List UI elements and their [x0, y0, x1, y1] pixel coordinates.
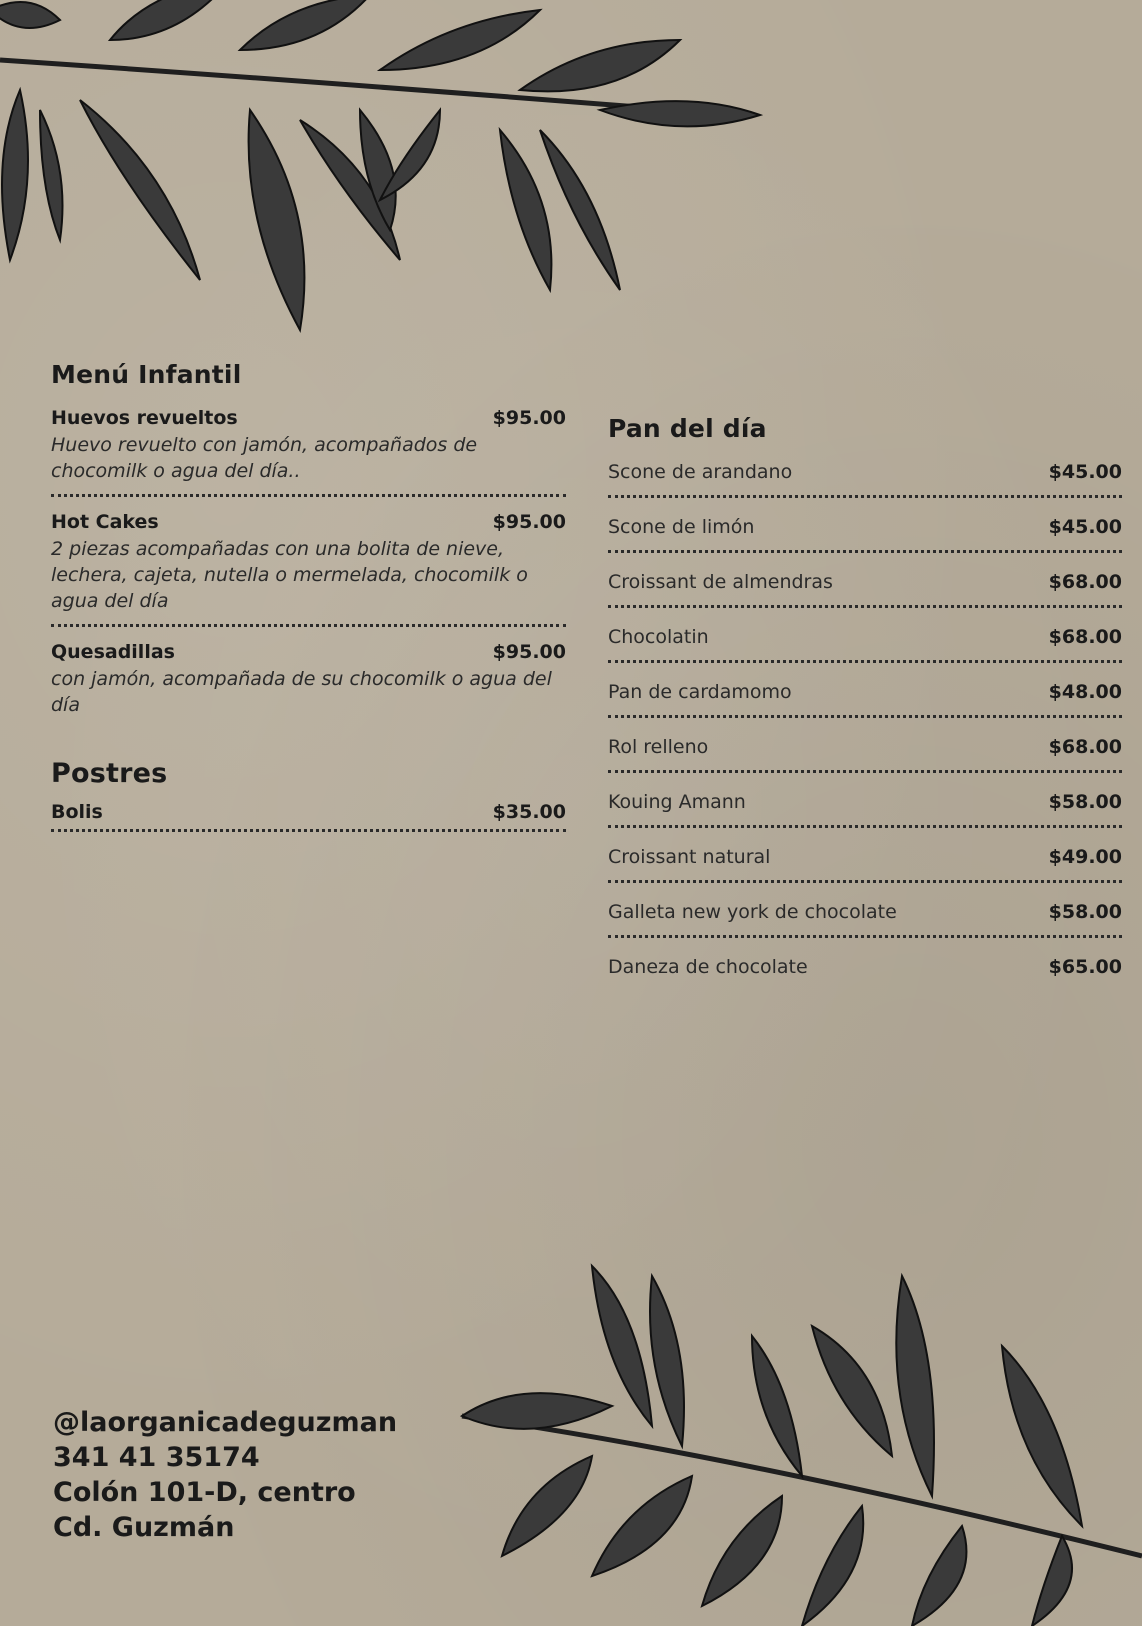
item-name: Rol relleno [608, 736, 709, 758]
item-price: $49.00 [1048, 846, 1122, 868]
item-price: $45.00 [1048, 516, 1122, 538]
item-name: Croissant de almendras [608, 571, 833, 593]
pan-del-dia-title: Pan del día [608, 414, 767, 443]
item-name: Kouing Amann [608, 791, 746, 813]
pan-del-dia-list [608, 461, 1122, 990]
item-name: Hot Cakes [51, 511, 159, 533]
item-price: $68.00 [1048, 626, 1122, 648]
left-column [51, 360, 566, 832]
item-price: $65.00 [1048, 956, 1122, 978]
item-price: $95.00 [492, 511, 566, 533]
pan-item [608, 681, 1122, 718]
item-description: Huevo revuelto con jamón, acompañados de chocomilk o agua del día.. [51, 434, 478, 482]
item-price: $95.00 [492, 407, 566, 429]
item-name: Chocolatin [608, 626, 709, 648]
item-name: Scone de limón [608, 516, 755, 538]
menu-item-header [51, 511, 566, 533]
instagram-handle: @laorganicadeguzman [53, 1407, 398, 1438]
item-name: Galleta new york de chocolate [608, 901, 897, 923]
item-description: con jamón, acompañada de su chocomilk o agua del día [51, 668, 552, 716]
item-price: $45.00 [1048, 461, 1122, 483]
city: Cd. Guzmán [53, 1512, 235, 1543]
pan-item [608, 791, 1122, 828]
menu-infantil-title: Menú Infantil [51, 360, 242, 389]
menu-item-header [51, 641, 566, 663]
item-price: $35.00 [492, 801, 566, 823]
right-column [608, 414, 1122, 1008]
pan-item [608, 901, 1122, 938]
item-name: Quesadillas [51, 641, 175, 663]
pan-item [608, 461, 1122, 498]
item-price: $58.00 [1048, 791, 1122, 813]
pan-item [608, 516, 1122, 553]
phone-number: 341 41 35174 [53, 1442, 260, 1473]
menu-item-hot-cakes [51, 511, 566, 627]
leaf-branch-bottom-icon [442, 1256, 1142, 1626]
item-price: $95.00 [492, 641, 566, 663]
leaf-branch-top-icon [0, 0, 780, 340]
item-price: $68.00 [1048, 736, 1122, 758]
item-price: $58.00 [1048, 901, 1122, 923]
postre-item-bolis [51, 801, 566, 832]
item-name: Huevos revueltos [51, 407, 238, 429]
pan-item [608, 956, 1122, 990]
pan-item [608, 846, 1122, 883]
contact-info [53, 1405, 397, 1545]
pan-item [608, 626, 1122, 663]
item-name: Pan de cardamomo [608, 681, 792, 703]
pan-item [608, 736, 1122, 773]
item-price: $48.00 [1048, 681, 1122, 703]
item-name: Daneza de chocolate [608, 956, 808, 978]
item-description: 2 piezas acompañadas con una bolita de nieve, lechera, cajeta, nutella o mermelada, chocomilk o agua del día [51, 538, 528, 612]
postres-title: Postres [51, 758, 168, 789]
address: Colón 101-D, centro [53, 1477, 356, 1508]
postres-section [51, 758, 566, 832]
item-name: Croissant natural [608, 846, 771, 868]
menu-item-huevos-revueltos [51, 407, 566, 497]
menu-item-quesadillas [51, 641, 566, 728]
item-price: $68.00 [1048, 571, 1122, 593]
pan-item [608, 571, 1122, 608]
menu-item-header [51, 407, 566, 429]
item-name: Bolis [51, 801, 103, 823]
item-name: Scone de arandano [608, 461, 793, 483]
